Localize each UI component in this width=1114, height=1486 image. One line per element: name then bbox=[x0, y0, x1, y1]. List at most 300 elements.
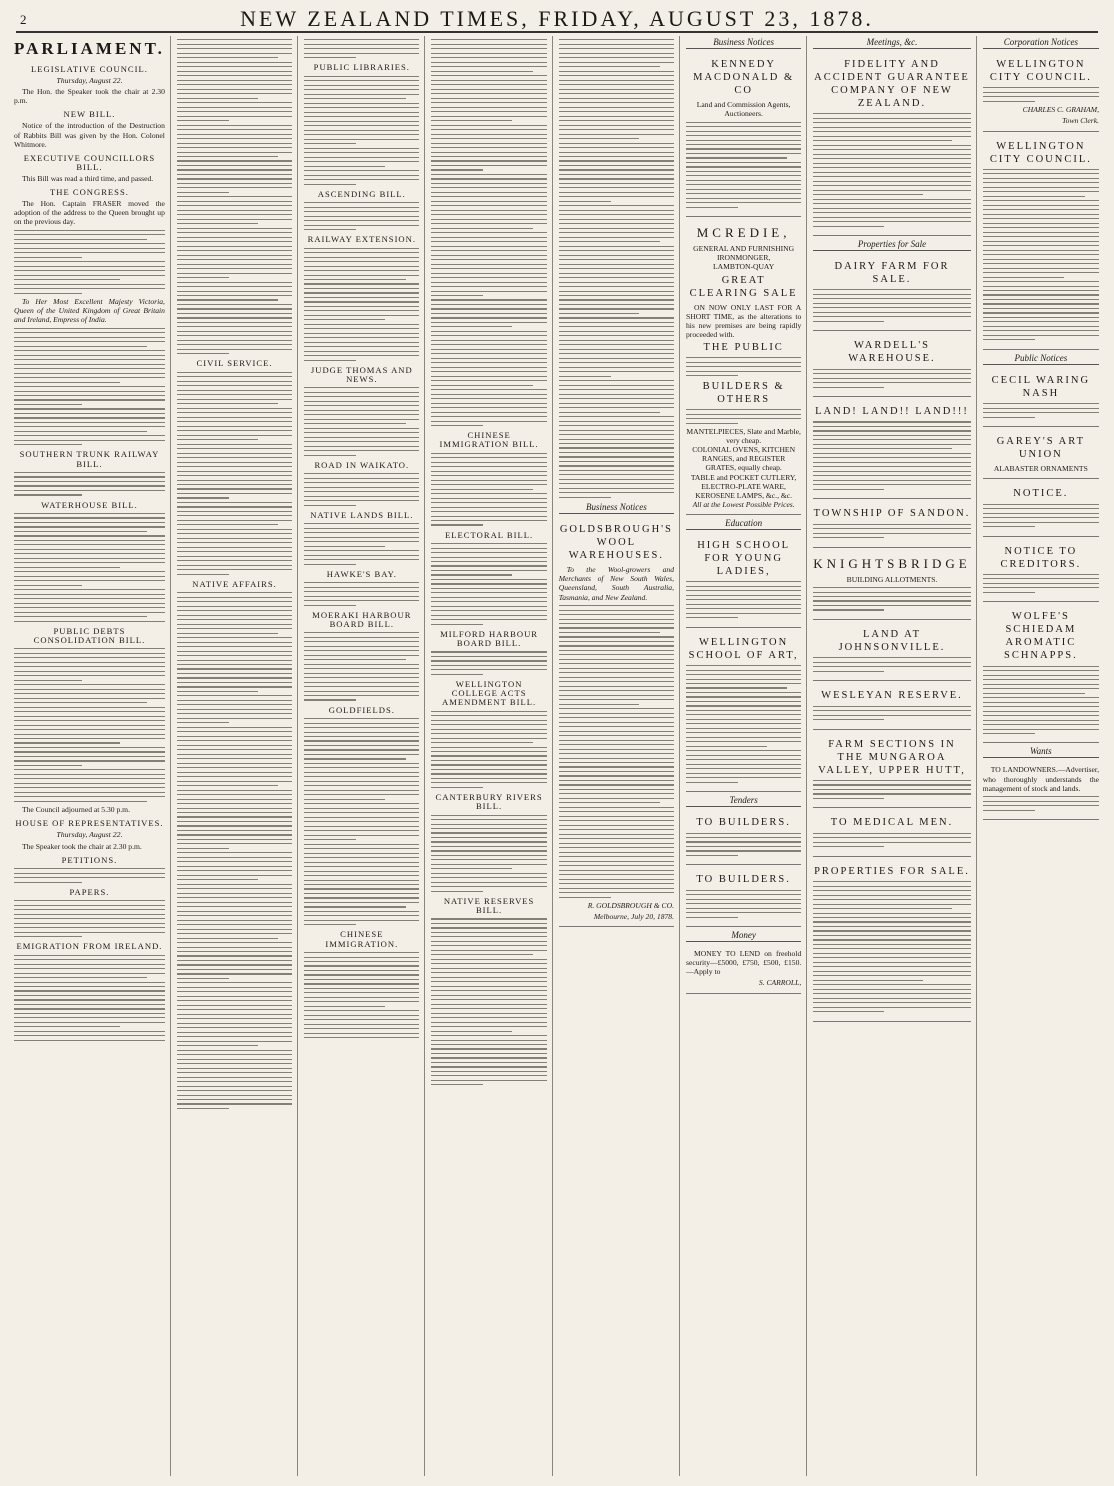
text-line bbox=[177, 695, 292, 696]
text-line bbox=[304, 98, 405, 99]
text-line bbox=[813, 480, 970, 481]
text-line bbox=[14, 261, 165, 262]
text-line bbox=[559, 219, 674, 220]
text-line bbox=[177, 57, 278, 58]
text-line bbox=[177, 597, 292, 598]
text-line bbox=[983, 236, 1099, 237]
text-block bbox=[304, 387, 419, 455]
text-line bbox=[177, 947, 292, 948]
text-line bbox=[431, 751, 546, 752]
text-line bbox=[559, 807, 674, 808]
text-line bbox=[686, 366, 801, 367]
text-line bbox=[177, 506, 292, 507]
text-line bbox=[559, 169, 674, 170]
text-line bbox=[686, 903, 801, 904]
text-line bbox=[813, 908, 952, 909]
text-line bbox=[177, 44, 292, 45]
text-line bbox=[983, 684, 1099, 685]
text-line bbox=[431, 412, 546, 413]
text-line bbox=[177, 237, 292, 238]
text-line bbox=[431, 304, 546, 305]
text-line bbox=[304, 727, 419, 728]
text-line bbox=[813, 466, 970, 467]
text-line bbox=[431, 457, 546, 458]
text-line bbox=[983, 191, 1099, 192]
text-line bbox=[177, 291, 292, 292]
text-line bbox=[559, 645, 674, 646]
text-line bbox=[304, 564, 356, 565]
text-line bbox=[559, 273, 674, 274]
text-line bbox=[14, 689, 165, 690]
text-line bbox=[983, 702, 1099, 703]
text-line bbox=[813, 185, 970, 186]
text-line bbox=[177, 830, 292, 831]
text-line bbox=[304, 875, 419, 876]
kennedy-sub: Land and Commission Agents, Auctioneers. bbox=[696, 100, 791, 119]
text-line bbox=[813, 217, 970, 218]
text-line bbox=[686, 710, 801, 711]
text-line bbox=[686, 617, 738, 618]
text-line bbox=[431, 548, 546, 549]
text-line bbox=[983, 290, 1099, 291]
text-line bbox=[177, 344, 292, 345]
text-line bbox=[304, 915, 419, 916]
money-advert bbox=[686, 945, 801, 993]
text-line bbox=[559, 456, 674, 457]
text-line bbox=[686, 586, 801, 587]
text-line bbox=[686, 423, 738, 424]
text-line bbox=[431, 891, 483, 892]
text-line bbox=[813, 226, 884, 227]
wolfes-title: WOLFE'S SCHIEDAM AROMATIC SCHNAPPS. bbox=[1003, 611, 1078, 662]
emigration-heading: EMIGRATION FROM IRELAND. bbox=[16, 941, 163, 952]
text-line bbox=[304, 767, 419, 768]
text-line bbox=[559, 102, 674, 103]
text-line bbox=[559, 295, 674, 296]
text-line bbox=[559, 264, 674, 265]
text-line bbox=[304, 346, 419, 347]
text-line bbox=[431, 1053, 546, 1054]
text-line bbox=[686, 912, 801, 913]
text-line bbox=[559, 93, 674, 94]
text-line bbox=[14, 999, 165, 1000]
text-line bbox=[177, 1045, 258, 1046]
text-line bbox=[177, 781, 292, 782]
text-line bbox=[431, 335, 546, 336]
text-line bbox=[431, 959, 546, 960]
properties-title: PROPERTIES FOR SALE. bbox=[814, 865, 970, 877]
text-line bbox=[304, 337, 419, 338]
text-line bbox=[686, 122, 801, 123]
text-block bbox=[14, 328, 165, 446]
text-line bbox=[177, 848, 229, 849]
text-line bbox=[686, 184, 801, 185]
text-line bbox=[177, 39, 292, 40]
text-line bbox=[304, 211, 419, 212]
text-line bbox=[177, 991, 292, 992]
text-line bbox=[431, 89, 546, 90]
text-line bbox=[177, 129, 292, 130]
text-line bbox=[14, 707, 165, 708]
text-line bbox=[431, 39, 546, 40]
text-line bbox=[177, 624, 292, 625]
text-line bbox=[559, 246, 674, 247]
text-line bbox=[686, 581, 801, 582]
text-line bbox=[559, 497, 611, 498]
text-line bbox=[559, 708, 674, 709]
text-line bbox=[177, 808, 292, 809]
text-line bbox=[177, 399, 292, 400]
text-line bbox=[177, 664, 292, 665]
text-block bbox=[14, 513, 165, 622]
text-line bbox=[14, 386, 165, 387]
clearing-sale-title: GREAT CLEARING SALE bbox=[689, 274, 798, 299]
text-line bbox=[431, 160, 546, 161]
text-line bbox=[14, 1031, 165, 1032]
council-adjourn: The Council adjourned at 5.30 p.m. bbox=[22, 805, 130, 815]
text-line bbox=[559, 160, 674, 161]
text-line bbox=[14, 1013, 165, 1014]
text-block bbox=[813, 524, 970, 539]
text-line bbox=[431, 1013, 546, 1014]
text-line bbox=[304, 1006, 385, 1007]
text-line bbox=[559, 53, 674, 54]
text-line bbox=[304, 491, 419, 492]
text-line bbox=[431, 1062, 546, 1063]
text-line bbox=[559, 223, 674, 224]
text-line bbox=[431, 214, 546, 215]
text-line bbox=[14, 535, 165, 536]
text-line bbox=[686, 608, 801, 609]
text-line bbox=[813, 190, 970, 191]
text-line bbox=[14, 725, 165, 726]
text-line bbox=[177, 156, 278, 157]
text-line bbox=[304, 207, 419, 208]
text-line bbox=[177, 353, 229, 354]
text-line bbox=[14, 716, 165, 717]
text-line bbox=[431, 588, 546, 589]
text-line bbox=[983, 729, 1099, 730]
text-line bbox=[813, 715, 970, 716]
business-notices-header: Business Notices bbox=[559, 501, 674, 514]
text-line bbox=[813, 528, 970, 529]
text-line bbox=[983, 504, 1099, 505]
text-line bbox=[177, 196, 292, 197]
text-block bbox=[559, 39, 674, 498]
text-line bbox=[559, 228, 674, 229]
text-line bbox=[813, 208, 970, 209]
text-line bbox=[177, 785, 278, 786]
text-line bbox=[304, 1001, 419, 1002]
text-line bbox=[177, 111, 292, 112]
text-line bbox=[686, 732, 801, 733]
text-line bbox=[559, 412, 660, 413]
text-line bbox=[559, 838, 674, 839]
text-line bbox=[559, 340, 674, 341]
text-line bbox=[686, 833, 801, 834]
text-line bbox=[177, 722, 229, 723]
text-line bbox=[177, 241, 292, 242]
text-line bbox=[559, 214, 674, 215]
text-line bbox=[177, 493, 292, 494]
text-line bbox=[559, 174, 674, 175]
text-line bbox=[304, 279, 405, 280]
text-line bbox=[686, 687, 787, 688]
text-block bbox=[304, 952, 419, 1038]
text-line bbox=[983, 796, 1099, 797]
text-line bbox=[14, 729, 165, 730]
text-line bbox=[14, 440, 165, 441]
text-line bbox=[177, 349, 292, 350]
text-line bbox=[813, 930, 970, 931]
text-line bbox=[559, 847, 674, 848]
text-line bbox=[559, 120, 674, 121]
text-block bbox=[14, 900, 165, 937]
text-line bbox=[559, 313, 640, 314]
creditors-title: NOTICE TO CREDITORS. bbox=[1000, 545, 1082, 570]
text-line bbox=[686, 599, 801, 600]
newspaper-title: NEW ZEALAND TIMES, FRIDAY, AUGUST 23, 1878. bbox=[240, 6, 874, 31]
kennedy-title: KENNEDY MACDONALD & CO bbox=[693, 59, 795, 96]
waterhouse-heading: WATERHOUSE BILL. bbox=[41, 499, 138, 510]
text-line bbox=[177, 861, 292, 862]
text-line bbox=[686, 207, 738, 208]
text-line bbox=[177, 462, 292, 463]
text-line bbox=[177, 475, 292, 476]
text-line bbox=[431, 977, 546, 978]
text-line bbox=[813, 886, 970, 887]
text-line bbox=[686, 175, 801, 176]
text-line bbox=[304, 979, 419, 980]
text-line bbox=[304, 532, 419, 533]
text-line bbox=[177, 700, 292, 701]
text-line bbox=[177, 268, 292, 269]
text-line bbox=[431, 941, 546, 942]
text-line bbox=[14, 553, 165, 554]
text-line bbox=[431, 543, 546, 544]
text-line bbox=[177, 335, 292, 336]
builders-tender-2 bbox=[686, 867, 801, 927]
text-line bbox=[431, 1080, 546, 1081]
text-line bbox=[431, 787, 483, 788]
text-line bbox=[431, 322, 546, 323]
text-line bbox=[14, 653, 165, 654]
mcredie-sub: GENERAL AND FURNISHING IRONMONGER, bbox=[693, 244, 795, 263]
text-line bbox=[813, 321, 884, 322]
text-line bbox=[304, 252, 419, 253]
text-block bbox=[983, 403, 1099, 418]
text-line bbox=[177, 533, 292, 534]
text-line bbox=[983, 321, 1099, 322]
text-line bbox=[813, 798, 884, 799]
text-line bbox=[559, 874, 674, 875]
gareys-title: GAREY'S ART UNION bbox=[996, 436, 1086, 461]
text-line bbox=[14, 1008, 165, 1009]
text-line bbox=[304, 121, 419, 122]
text-line bbox=[813, 1007, 970, 1008]
text-line bbox=[431, 711, 546, 712]
text-line bbox=[177, 435, 292, 436]
text-line bbox=[559, 488, 674, 489]
text-line bbox=[304, 691, 419, 692]
text-line bbox=[431, 394, 546, 395]
text-line bbox=[304, 853, 419, 854]
text-line bbox=[813, 710, 970, 711]
text-line bbox=[686, 171, 801, 172]
text-line bbox=[686, 162, 801, 163]
text-line bbox=[304, 970, 419, 971]
text-line bbox=[559, 870, 674, 871]
text-line bbox=[559, 610, 674, 611]
text-line bbox=[559, 380, 674, 381]
text-line bbox=[14, 905, 165, 906]
text-line bbox=[14, 391, 165, 392]
text-line bbox=[983, 96, 1099, 97]
text-line bbox=[431, 986, 546, 987]
text-line bbox=[431, 660, 546, 661]
text-line bbox=[431, 846, 546, 847]
text-line bbox=[177, 497, 229, 498]
text-line bbox=[686, 855, 738, 856]
text-line bbox=[177, 84, 292, 85]
text-line bbox=[559, 353, 674, 354]
text-line bbox=[14, 923, 165, 924]
text-line bbox=[304, 103, 419, 104]
text-line bbox=[431, 462, 546, 463]
text-line bbox=[177, 426, 292, 427]
text-line bbox=[177, 53, 292, 54]
text-line bbox=[14, 751, 165, 752]
text-line bbox=[177, 803, 292, 804]
text-line bbox=[177, 740, 292, 741]
text-line bbox=[559, 394, 674, 395]
text-line bbox=[304, 559, 419, 560]
text-line bbox=[14, 549, 165, 550]
text-line bbox=[813, 298, 970, 299]
text-line bbox=[686, 728, 801, 729]
text-line bbox=[431, 84, 546, 85]
text-line bbox=[304, 405, 419, 406]
education-header: Education bbox=[686, 517, 801, 530]
text-line bbox=[304, 997, 419, 998]
text-line bbox=[304, 270, 419, 271]
text-line bbox=[431, 93, 546, 94]
text-line bbox=[177, 174, 292, 175]
text-line bbox=[813, 382, 970, 383]
text-line bbox=[983, 209, 1099, 210]
to-builders-title-1: TO BUILDERS. bbox=[696, 817, 791, 829]
text-line bbox=[559, 825, 674, 826]
text-line bbox=[177, 772, 292, 773]
text-line bbox=[559, 421, 674, 422]
text-line bbox=[813, 600, 970, 601]
text-line bbox=[686, 782, 738, 783]
text-line bbox=[304, 76, 419, 77]
text-line bbox=[559, 897, 611, 898]
railway-heading: RAILWAY EXTENSION. bbox=[307, 234, 416, 245]
house-heading: HOUSE OF REPRESENTATIVES. bbox=[15, 818, 164, 829]
text-line bbox=[813, 993, 970, 994]
text-line bbox=[983, 214, 1099, 215]
text-line bbox=[431, 291, 546, 292]
text-line bbox=[14, 328, 165, 329]
text-line bbox=[304, 866, 419, 867]
text-line bbox=[559, 385, 674, 386]
text-line bbox=[559, 430, 674, 431]
text-line bbox=[14, 990, 165, 991]
text-line bbox=[304, 763, 419, 764]
text-line bbox=[177, 138, 292, 139]
text-line bbox=[431, 837, 546, 838]
text-line bbox=[983, 715, 1099, 716]
mcredie-advert bbox=[686, 219, 801, 515]
congress-text: The Hon. Captain FRASER moved the adoption of the address to the Queen brought up on the previous day. bbox=[14, 199, 165, 227]
text-line bbox=[431, 552, 546, 553]
text-line bbox=[177, 322, 292, 323]
text-line bbox=[304, 57, 356, 58]
text-line bbox=[14, 760, 165, 761]
text-line bbox=[304, 646, 419, 647]
text-line bbox=[177, 816, 292, 817]
text-line bbox=[559, 434, 674, 435]
text-line bbox=[559, 89, 674, 90]
text-line bbox=[304, 319, 385, 320]
text-line bbox=[431, 886, 546, 887]
council-sign: CHARLES C. GRAHAM, bbox=[1022, 105, 1099, 115]
text-line bbox=[177, 547, 292, 548]
text-line bbox=[304, 988, 419, 989]
text-line bbox=[983, 196, 1085, 197]
native-affairs-heading: NATIVE AFFAIRS. bbox=[192, 578, 277, 589]
text-line bbox=[177, 417, 292, 418]
text-line bbox=[177, 1108, 229, 1109]
text-line bbox=[431, 1048, 546, 1049]
text-line bbox=[983, 169, 1099, 170]
text-line bbox=[813, 122, 970, 123]
text-line bbox=[304, 315, 419, 316]
text-line bbox=[813, 303, 970, 304]
text-line bbox=[177, 120, 229, 121]
text-line bbox=[686, 131, 801, 132]
text-line bbox=[304, 310, 419, 311]
text-block bbox=[983, 574, 1099, 593]
text-line bbox=[686, 140, 801, 141]
text-line bbox=[304, 351, 419, 352]
text-line bbox=[431, 764, 546, 765]
text-line bbox=[177, 1072, 292, 1073]
text-block bbox=[813, 421, 970, 489]
text-line bbox=[304, 862, 419, 863]
text-line bbox=[177, 951, 292, 952]
text-line bbox=[559, 62, 674, 63]
text-line bbox=[559, 250, 674, 251]
text-line bbox=[14, 257, 82, 258]
text-line bbox=[686, 746, 767, 747]
text-line bbox=[559, 735, 674, 736]
text-line bbox=[177, 1005, 292, 1006]
text-line bbox=[177, 610, 292, 611]
text-line bbox=[813, 789, 970, 790]
text-line bbox=[304, 541, 419, 542]
text-line bbox=[14, 589, 165, 590]
text-line bbox=[431, 579, 546, 580]
text-line bbox=[559, 713, 674, 714]
text-line bbox=[177, 920, 292, 921]
text-line bbox=[304, 266, 419, 267]
dairy-farm-advert bbox=[813, 254, 970, 331]
text-line bbox=[431, 102, 546, 103]
text-line bbox=[177, 205, 292, 206]
